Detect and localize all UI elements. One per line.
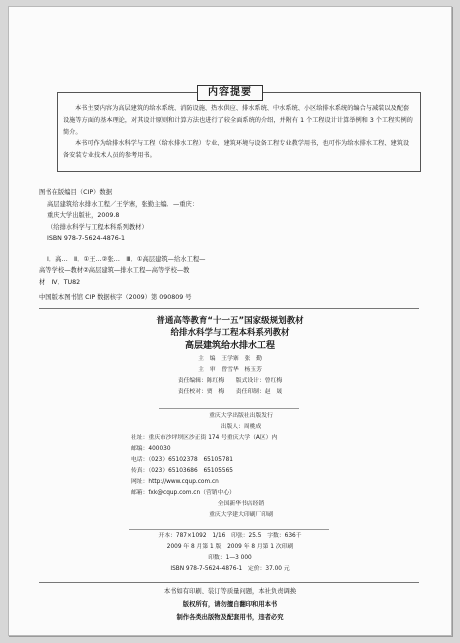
cip-line-2: 重庆大学出版社，2009.8	[47, 212, 120, 219]
specs-line-4: ISBN 978-7-5624-4876-1 定价：37.00 元	[170, 566, 290, 572]
abstract-paragraph-2: 本书可作为给排水科学与工程（给水排水工程）专业、建筑环境与设备工程专业教学用书，也可作为给水排水工程、建筑设备安装专业技术人员的参考用书。	[63, 140, 410, 160]
publisher-line-1: 重庆大学出版社出版发行	[209, 413, 273, 419]
cip-line-6: 高等学校—教材②高层建筑—排水工程—高等学校—教	[39, 267, 190, 274]
book-title: 高层建筑给水排水工程	[184, 341, 275, 351]
cip-line-5: Ⅰ．高… Ⅱ．①王…②张… Ⅲ．①高层建筑—给水工程—	[47, 255, 206, 263]
cip-heading: 图书在版编目（CIP）数据	[39, 189, 113, 196]
publisher-line-8: 邮箱：fxk@cqup.com.cn（营销中心）	[131, 490, 235, 496]
divider-short	[159, 408, 299, 409]
abstract-text	[63, 103, 415, 162]
abstract-paragraph-1: 本书主要内容为高层建筑的给水系统、消防设施、热水供应、排水系统、中水系统、小区给排水系统的编合与减装以及配套设施等方面的基本理论，对其设计原则和计算方法也进行了较全面系统的介绍，并附有 1 个工程设计计算举例和 3 个工程实例的简介。	[63, 105, 413, 136]
publisher-line-3: 社址：重庆市沙坪坝区沙正街 174 号重庆大学（A区）内	[131, 435, 278, 441]
editors-line: 主 编 王学寨 张 勤	[198, 356, 262, 362]
divider-specs	[129, 529, 329, 530]
series-name: 给排水科学与工程本科系列教材	[170, 328, 290, 338]
notice-line-1: 本书如有印刷、装订等质量问题，本社负责调换	[163, 588, 297, 595]
divider-bottom	[39, 582, 419, 583]
cip-line-4: ISBN 978-7-5624-4876-1	[47, 235, 126, 242]
publisher-line-10: 重庆大学建大印刷厂印刷	[209, 512, 273, 518]
publisher-line-5: 电话：（023）65102378 65105781	[131, 457, 233, 463]
book-info	[9, 314, 451, 398]
notice-line-2: 版权所有，请勿擅自翻印和用本书	[182, 601, 278, 608]
notice-block	[9, 585, 451, 624]
proof-line: 责任校对：贾 梅 责任印制：赵 晟	[177, 389, 283, 395]
editor-line: 责任编辑：陈红梅 版式设计：曾红梅	[177, 378, 283, 384]
print-specs	[9, 531, 451, 575]
abstract-heading: 内容提要	[9, 85, 451, 101]
series-line: 普通高等教育“十一五”国家级规划教材	[156, 316, 304, 326]
publisher-line-9: 全国新华书店经销	[217, 501, 265, 507]
specs-line-3: 印数：1—3 000	[208, 555, 252, 561]
cip-line-3: （给排水科学与工程本科系列教材）	[47, 223, 148, 231]
copyright-page	[8, 6, 452, 636]
publisher-line-2: 出版人：周桃成	[220, 424, 262, 430]
divider	[39, 308, 419, 309]
specs-line-2: 2009 年 8 月第 1 版 2009 年 8 月第 1 次印刷	[166, 544, 294, 550]
cip-block	[39, 187, 429, 304]
notice-line-3: 制作各类出版物及配套用书，违者必究	[176, 614, 284, 621]
cip-line-8: 中国版本图书馆 CIP 数据核字（2009）第 090809 号	[39, 294, 192, 301]
reviewers-line: 主 审 曾雪华 杨玉芳	[198, 367, 262, 373]
cip-line-7: 材 Ⅳ．TU82	[39, 278, 81, 286]
publisher-info	[131, 411, 351, 521]
publisher-line-7: 网址：http://www.cqup.com.cn	[131, 479, 219, 485]
publisher-line-4: 邮编：400030	[131, 446, 171, 452]
publisher-line-6: 传真：（023）65103686 65105565	[131, 468, 233, 474]
specs-line-1: 开本：787×1092 1/16 印张：25.5 字数：636千	[158, 533, 302, 539]
cip-line-1: 高层建筑给水排水工程／王学寨，张勤主编．—重庆：	[47, 200, 199, 208]
